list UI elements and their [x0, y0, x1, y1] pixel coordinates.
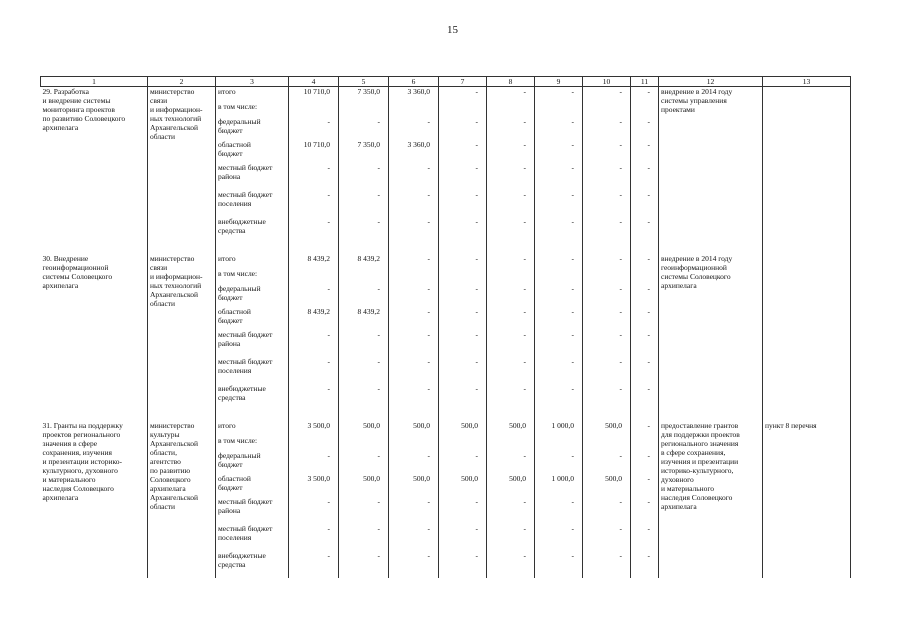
column-number: 13: [763, 77, 851, 87]
amount-cell: -: [631, 497, 659, 524]
amount-cell: 8 439,2: [339, 307, 389, 330]
amount-cell: -: [439, 384, 487, 411]
column-number: 11: [631, 77, 659, 87]
spacer-row: [41, 411, 851, 421]
amount-cell: -: [439, 357, 487, 384]
funding-source: внебюджетные средства: [216, 217, 289, 244]
column-number: 8: [487, 77, 535, 87]
amount-cell: -: [339, 190, 389, 217]
amount-cell: -: [583, 497, 631, 524]
amount-cell: -: [439, 117, 487, 140]
amount-cell: -: [339, 524, 389, 551]
program-note: пункт 8 перечня: [763, 421, 851, 578]
amount-cell: [439, 102, 487, 117]
amount-cell: [583, 102, 631, 117]
amount-cell: -: [583, 330, 631, 357]
funding-source: в том числе:: [216, 436, 289, 451]
amount-cell: 500,0: [339, 474, 389, 497]
program-table: [40, 76, 851, 578]
amount-cell: -: [583, 140, 631, 163]
amount-cell: -: [631, 140, 659, 163]
amount-cell: 7 350,0: [339, 140, 389, 163]
spacer-cell: [339, 244, 389, 254]
funding-source: областной бюджет: [216, 474, 289, 497]
funding-source: местный бюджет района: [216, 163, 289, 190]
amount-cell: -: [439, 551, 487, 578]
spacer-cell: [583, 244, 631, 254]
column-number: 4: [289, 77, 339, 87]
spacer-cell: [487, 411, 535, 421]
amount-cell: -: [389, 357, 439, 384]
amount-cell: -: [289, 190, 339, 217]
column-number: 6: [389, 77, 439, 87]
amount-cell: -: [439, 217, 487, 244]
amount-cell: 500,0: [439, 421, 487, 436]
amount-cell: -: [535, 140, 583, 163]
amount-cell: 3 360,0: [389, 140, 439, 163]
amount-cell: -: [631, 551, 659, 578]
amount-cell: -: [631, 117, 659, 140]
amount-cell: -: [487, 524, 535, 551]
amount-cell: -: [631, 307, 659, 330]
amount-cell: [389, 269, 439, 284]
amount-cell: -: [535, 497, 583, 524]
amount-cell: -: [583, 357, 631, 384]
amount-cell: -: [583, 87, 631, 103]
amount-cell: -: [535, 254, 583, 269]
amount-cell: -: [583, 117, 631, 140]
amount-cell: -: [631, 524, 659, 551]
funding-source: местный бюджет района: [216, 497, 289, 524]
program-note: [763, 254, 851, 411]
expected-result: внедрение в 2014 году геоинформационной системы Соловецкого архипелага: [659, 254, 763, 411]
spacer-cell: [216, 244, 289, 254]
funding-source: внебюджетные средства: [216, 384, 289, 411]
amount-cell: 8 439,2: [289, 254, 339, 269]
amount-cell: -: [389, 451, 439, 474]
amount-cell: -: [535, 190, 583, 217]
amount-cell: -: [389, 551, 439, 578]
amount-cell: -: [439, 524, 487, 551]
amount-cell: 10 710,0: [289, 87, 339, 103]
funding-source: федеральный бюджет: [216, 451, 289, 474]
spacer-cell: [631, 244, 659, 254]
amount-cell: -: [439, 140, 487, 163]
amount-cell: [389, 102, 439, 117]
funding-source: областной бюджет: [216, 307, 289, 330]
funding-source: областной бюджет: [216, 140, 289, 163]
amount-cell: -: [487, 551, 535, 578]
spacer-cell: [659, 411, 763, 421]
amount-cell: 10 710,0: [289, 140, 339, 163]
amount-cell: -: [487, 330, 535, 357]
amount-cell: -: [583, 451, 631, 474]
amount-cell: -: [339, 163, 389, 190]
amount-cell: -: [535, 451, 583, 474]
project-title: 29. Разработка и внедрение системы мониторинга проектов по развитию Соловецкого архипелага: [42, 87, 126, 132]
project-executor: министерство связи и информацион- ных технологий Архангельской области: [148, 254, 216, 411]
amount-cell: -: [439, 190, 487, 217]
amount-cell: -: [339, 217, 389, 244]
amount-cell: -: [487, 384, 535, 411]
amount-cell: [631, 436, 659, 451]
amount-cell: -: [389, 384, 439, 411]
amount-cell: -: [389, 190, 439, 217]
amount-cell: [631, 269, 659, 284]
amount-cell: -: [631, 330, 659, 357]
amount-cell: -: [487, 163, 535, 190]
project-executor: министерство связи и информацион- ных технологий Архангельской области: [148, 87, 216, 245]
funding-source: федеральный бюджет: [216, 117, 289, 140]
amount-cell: 3 500,0: [289, 421, 339, 436]
amount-cell: -: [487, 497, 535, 524]
amount-cell: 1 000,0: [535, 421, 583, 436]
amount-cell: -: [289, 384, 339, 411]
amount-cell: -: [631, 190, 659, 217]
amount-cell: -: [389, 117, 439, 140]
amount-cell: -: [389, 330, 439, 357]
funding-source: федеральный бюджет: [216, 284, 289, 307]
spacer-cell: [339, 411, 389, 421]
amount-cell: 3 500,0: [289, 474, 339, 497]
amount-cell: [339, 269, 389, 284]
amount-cell: -: [389, 497, 439, 524]
amount-cell: -: [583, 307, 631, 330]
table-row: [41, 87, 851, 103]
amount-cell: 500,0: [439, 474, 487, 497]
amount-cell: -: [389, 163, 439, 190]
amount-cell: -: [339, 451, 389, 474]
funding-source: местный бюджет района: [216, 330, 289, 357]
amount-cell: -: [487, 451, 535, 474]
spacer-cell: [763, 411, 851, 421]
amount-cell: -: [535, 87, 583, 103]
funding-source: местный бюджет поселения: [216, 524, 289, 551]
amount-cell: -: [487, 87, 535, 103]
amount-cell: [487, 102, 535, 117]
spacer-cell: [148, 411, 216, 421]
amount-cell: -: [439, 497, 487, 524]
amount-cell: -: [439, 307, 487, 330]
expected-result: внедрение в 2014 году системы управления проектами: [659, 87, 763, 245]
table-row: [41, 421, 851, 436]
spacer-cell: [439, 411, 487, 421]
amount-cell: -: [339, 330, 389, 357]
amount-cell: 7 350,0: [339, 87, 389, 103]
funding-source: внебюджетные средства: [216, 551, 289, 578]
amount-cell: -: [487, 190, 535, 217]
amount-cell: 500,0: [583, 474, 631, 497]
amount-cell: -: [439, 451, 487, 474]
amount-cell: -: [631, 474, 659, 497]
spacer-cell: [583, 411, 631, 421]
amount-cell: -: [289, 117, 339, 140]
amount-cell: -: [439, 284, 487, 307]
spacer-cell: [216, 411, 289, 421]
amount-cell: [487, 269, 535, 284]
amount-cell: [439, 269, 487, 284]
amount-cell: [339, 102, 389, 117]
amount-cell: -: [583, 163, 631, 190]
amount-cell: -: [289, 524, 339, 551]
amount-cell: -: [339, 384, 389, 411]
amount-cell: 500,0: [583, 421, 631, 436]
amount-cell: -: [583, 551, 631, 578]
amount-cell: [583, 269, 631, 284]
column-number: 12: [659, 77, 763, 87]
amount-cell: 500,0: [487, 474, 535, 497]
amount-cell: [389, 436, 439, 451]
amount-cell: 500,0: [487, 421, 535, 436]
amount-cell: [583, 436, 631, 451]
amount-cell: [439, 436, 487, 451]
amount-cell: -: [583, 284, 631, 307]
funding-source: в том числе:: [216, 102, 289, 117]
amount-cell: -: [583, 524, 631, 551]
amount-cell: -: [487, 217, 535, 244]
amount-cell: -: [439, 163, 487, 190]
column-number: 10: [583, 77, 631, 87]
amount-cell: [535, 269, 583, 284]
spacer-cell: [289, 244, 339, 254]
funding-source: местный бюджет поселения: [216, 190, 289, 217]
amount-cell: 8 439,2: [289, 307, 339, 330]
amount-cell: -: [583, 384, 631, 411]
header-row: [41, 77, 851, 87]
funding-source: в том числе:: [216, 269, 289, 284]
amount-cell: 500,0: [339, 421, 389, 436]
spacer-cell: [659, 244, 763, 254]
amount-cell: 1 000,0: [535, 474, 583, 497]
amount-cell: -: [487, 357, 535, 384]
amount-cell: -: [389, 284, 439, 307]
amount-cell: [289, 102, 339, 117]
project-title: 30. Внедрение геоинформационной системы Соловецкого архипелага: [42, 254, 113, 290]
amount-cell: -: [535, 551, 583, 578]
amount-cell: -: [389, 524, 439, 551]
spacer-cell: [439, 244, 487, 254]
column-number: 3: [216, 77, 289, 87]
amount-cell: -: [583, 254, 631, 269]
amount-cell: -: [583, 217, 631, 244]
amount-cell: -: [289, 357, 339, 384]
amount-cell: -: [389, 217, 439, 244]
amount-cell: -: [289, 330, 339, 357]
amount-cell: -: [439, 87, 487, 103]
amount-cell: -: [535, 217, 583, 244]
amount-cell: -: [289, 217, 339, 244]
amount-cell: -: [289, 497, 339, 524]
amount-cell: -: [289, 451, 339, 474]
amount-cell: -: [631, 384, 659, 411]
amount-cell: -: [535, 384, 583, 411]
amount-cell: -: [535, 357, 583, 384]
amount-cell: [535, 102, 583, 117]
amount-cell: -: [535, 307, 583, 330]
amount-cell: -: [339, 357, 389, 384]
spacer-cell: [389, 244, 439, 254]
amount-cell: -: [631, 87, 659, 103]
amount-cell: -: [439, 254, 487, 269]
amount-cell: 3 360,0: [389, 87, 439, 103]
amount-cell: -: [535, 284, 583, 307]
amount-cell: [487, 436, 535, 451]
amount-cell: -: [583, 190, 631, 217]
amount-cell: -: [631, 284, 659, 307]
amount-cell: -: [289, 163, 339, 190]
spacer-row: [41, 244, 851, 254]
amount-cell: -: [487, 307, 535, 330]
program-note: [763, 87, 851, 245]
amount-cell: [289, 436, 339, 451]
column-number: 7: [439, 77, 487, 87]
amount-cell: -: [631, 451, 659, 474]
expected-result: предоставление грантов для поддержки проектов регионального значения в сфере сохранения, изучения и презентации историко-культурного, духовного и материального наследия Соловецкого архипелага: [659, 421, 763, 578]
amount-cell: [631, 102, 659, 117]
funding-source: итого: [216, 87, 289, 103]
amount-cell: -: [339, 284, 389, 307]
spacer-cell: [535, 411, 583, 421]
funding-source: итого: [216, 421, 289, 436]
amount-cell: -: [289, 284, 339, 307]
amount-cell: -: [289, 551, 339, 578]
funding-source: местный бюджет поселения: [216, 357, 289, 384]
spacer-cell: [487, 244, 535, 254]
funding-source: итого: [216, 254, 289, 269]
amount-cell: -: [487, 140, 535, 163]
spacer-cell: [148, 244, 216, 254]
spacer-cell: [631, 411, 659, 421]
spacer-cell: [41, 244, 148, 254]
amount-cell: 500,0: [389, 474, 439, 497]
column-number: 2: [148, 77, 216, 87]
amount-cell: [289, 269, 339, 284]
amount-cell: -: [439, 330, 487, 357]
project-title: 31. Гранты на поддержку проектов регионального значения в сфере сохранения, изучения и презентации историко- культурного, духовного и материального наследия Соловецкого архипелага: [42, 421, 123, 502]
amount-cell: -: [389, 307, 439, 330]
amount-cell: -: [631, 357, 659, 384]
project-executor: министерство культуры Архангельской области, агентство по развитию Соловецкого архипелага Архангельской области: [148, 421, 216, 578]
amount-cell: -: [631, 421, 659, 436]
amount-cell: -: [631, 254, 659, 269]
spacer-cell: [763, 244, 851, 254]
amount-cell: -: [535, 163, 583, 190]
amount-cell: -: [535, 330, 583, 357]
amount-cell: -: [631, 163, 659, 190]
column-number: 1: [41, 77, 148, 87]
amount-cell: -: [631, 217, 659, 244]
spacer-cell: [41, 411, 148, 421]
table-row: [41, 254, 851, 269]
amount-cell: -: [339, 497, 389, 524]
spacer-cell: [389, 411, 439, 421]
amount-cell: -: [487, 117, 535, 140]
amount-cell: -: [339, 117, 389, 140]
amount-cell: -: [487, 284, 535, 307]
amount-cell: -: [535, 117, 583, 140]
amount-cell: -: [487, 254, 535, 269]
amount-cell: -: [389, 254, 439, 269]
amount-cell: -: [535, 524, 583, 551]
amount-cell: 500,0: [389, 421, 439, 436]
spacer-cell: [535, 244, 583, 254]
column-number: 5: [339, 77, 389, 87]
page-number: 15: [447, 24, 458, 36]
column-number: 9: [535, 77, 583, 87]
amount-cell: -: [339, 551, 389, 578]
spacer-cell: [289, 411, 339, 421]
amount-cell: 8 439,2: [339, 254, 389, 269]
amount-cell: [339, 436, 389, 451]
amount-cell: [535, 436, 583, 451]
